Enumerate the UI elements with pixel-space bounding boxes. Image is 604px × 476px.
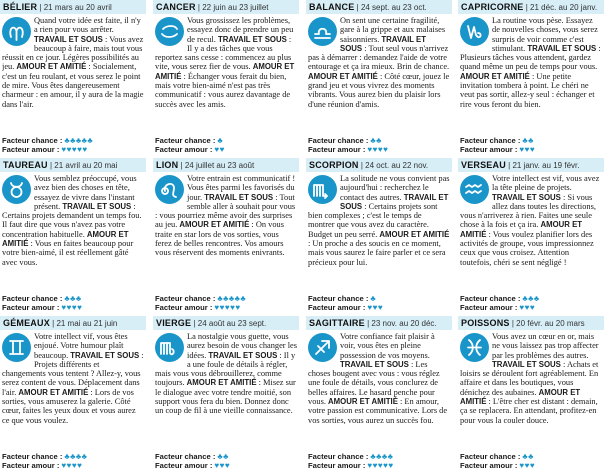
header-separator: | [195,3,203,12]
sign-name: CANCER [156,2,196,12]
sign-text [2,174,144,292]
sign-text [308,174,450,292]
sign-header [306,0,452,14]
sign-name: BÉLIER [3,2,38,12]
sign-taureau [0,158,146,312]
love-rating-label: Facteur amour : [2,145,60,154]
sign-sagittaire [306,316,452,470]
clover-icons: ♣ [217,136,224,145]
sign-name: SAGITTAIRE [309,318,365,328]
sign-header [153,0,299,14]
heart-icons: ♥♥♥♥♥ [367,461,394,470]
sign-paragraph: La nostalgie vous guette, vous aurez besoin de vous changer les idées. TRAVAIL ET SOUS : Il y a une foule de détails à régler, mais vous vous débrouillerez, comme toujours. AMOUR ET AMITIÉ : Misez sur le dialogue avec votre tendre moitié, son support vous fera du bien. Donnez donc un coup de fil à une vieille connaissance. [155,332,297,416]
sign-header [458,316,604,330]
love-rating-label: Facteur amour : [460,461,518,470]
love-rating [155,145,297,154]
chance-rating [308,136,450,145]
clover-icons: ♣♣♣♣ [64,452,88,461]
sign-paragraph: Votre confiance fait plaisir à voir, vous êtes en pleine possession de vos moyens. TRAVAIL ET SOUS : Les choses bougent avec vous : vous réglez une foule de détails, vous conclurez de belles affaires. Le hasard penche pour vous. AMOUR ET AMITIÉ : En amour, votre passion est communicative. Lors de vos sorties, vous aurez un succès fou. [308,332,448,425]
sign-name: CAPRICORNE [461,2,524,12]
clover-icons: ♣ [370,294,377,303]
sign-dates: 21 déc. au 20 janv. [530,3,598,12]
sign-header [153,158,299,172]
heart-icons: ♥♥♥♥ [61,461,83,470]
sign-header [458,158,604,172]
chance-rating [2,136,144,145]
sign-name: VERSEAU [461,160,506,170]
sign-dates: 24 oct. au 22 nov. [365,161,429,170]
chance-rating-label: Facteur chance : [308,452,369,461]
sign-name: BALANCE [309,2,355,12]
sign-dates: 21 mars au 20 avril [43,3,112,12]
sign-paragraph: Vous avez un cœur en or, mais ne vous laissez pas trop affecter par les problèmes des autres. TRAVAIL ET SOUS : Achats et loisirs se déroulent fort agréablement. En affaire et dans les boutiques, vous dénichez des aubaines. AMOUR ET AMITIÉ : L'être cher est distant : demain, ça se replacera. En attendant, profitez-en pour vous la couler douce. [460,332,599,425]
sign-cancer [153,0,299,154]
love-rating-label: Facteur amour : [2,461,60,470]
chance-rating-label: Facteur chance : [155,294,216,303]
love-rating [2,303,144,312]
sign-text [308,332,450,450]
sign-dates: 23 nov. au 20 déc. [371,319,437,328]
sign-paragraph: La routine vous pèse. Essayez de nouvelles choses, vous serez surpris de voir comme c'est stimulant. TRAVAIL ET SOUS : Plusieurs tâches vous attendent, gardez quand même un peu de temps pour vous. AMOUR ET AMITIÉ : Une petite invitation tombera à point. Le chéri ne veut pas sortir, allez-y seul : échanger et rire vous feront du bien. [460,16,601,109]
sign-name: GÉMEAUX [3,318,50,328]
chance-rating-label: Facteur chance : [308,136,369,145]
sign-name: VIERGE [156,318,192,328]
sign-text [2,332,144,450]
sign-balance [306,0,452,154]
chance-rating [308,294,450,303]
sign-text [155,16,297,134]
chance-rating-label: Facteur chance : [460,136,521,145]
chance-rating-label: Facteur chance : [2,136,63,145]
sign-paragraph: Votre intellect est vif, vous avez la tête pleine de projets. TRAVAIL ET SOUS : Si vous allez dans toutes les directions, vous n'arriverez à rien. Faites une seule chose à la fois et ça ira. AMOUR ET AMITIÉ : Vous voulez planifier lors des activités de groupe, vous impressionnez ceux que vous croisez. Attention toutefois, chéri se sent négligé ! [460,174,600,267]
clover-icons: ♣♣♣♣♣ [64,136,94,145]
sign-paragraph: La solitude ne vous convient pas aujourd'hui : recherchez le contact des autres. TRAVAIL ET SOUS : Certains projets sont bien complexes ; c'est le temps de montrer que vous avez du caractère. Budget un peu serré. AMOUR ET AMITIÉ : Un proche a des soucis en ce moment, mais vous saurez le faire parler et ce sera précieux pour lui. [308,174,450,267]
sign-text [460,332,602,450]
clover-icons: ♣♣♣ [522,294,540,303]
chance-rating [155,136,297,145]
chance-rating-label: Facteur chance : [2,294,63,303]
sign-header [153,316,299,330]
love-rating [460,303,602,312]
love-rating-label: Facteur amour : [460,145,518,154]
heart-icons: ♥♥♥ [367,303,384,312]
sign-text [155,174,297,292]
sign-dates: 21 mai au 21 juin [56,319,118,328]
love-rating [155,461,297,470]
sign-header [306,316,452,330]
clover-icons: ♣♣♣♣♣ [217,294,247,303]
sign-dates: 24 sept. au 23 oct. [360,3,427,12]
love-rating-label: Facteur amour : [308,461,366,470]
header-separator: | [178,161,185,170]
heart-icons: ♥♥♥ [519,303,536,312]
sign-verseau [458,158,604,312]
love-rating [2,145,144,154]
sign-name: LION [156,160,179,170]
sign-name: TAUREAU [3,160,48,170]
sign-text [155,332,297,450]
heart-icons: ♥♥♥ [214,461,231,470]
header-separator: | [358,161,366,170]
chance-rating [2,452,144,461]
sign-header [0,316,146,330]
heart-icons: ♥♥ [214,145,225,154]
chance-rating [2,294,144,303]
sign-dates: 21 avril au 20 mai [54,161,118,170]
header-separator: | [505,161,513,170]
sign-dates: 20 févr. au 20 mars [516,319,585,328]
chance-rating-label: Facteur chance : [460,294,521,303]
sign-header [0,0,146,14]
clover-icons: ♣♣♣ [64,294,82,303]
love-rating [155,303,297,312]
love-rating [460,145,602,154]
sign-paragraph: Votre intellect vif, vous êtes enjoué. Votre humour plaît beaucoup. TRAVAIL ET SOUS : Projets différents et changements vous tentent ? Allez-y, vous serez content de vous. Déplacement dans l'air. AMOUR ET AMITIÉ : Lors de vos sorties, vous amuserez la galerie. Côté cœur, faites les yeux doux et vous aurez ce que vous voulez. [2,332,144,425]
chance-rating [460,294,602,303]
chance-rating [155,452,297,461]
heart-icons: ♥♥♥ [519,461,536,470]
love-rating-label: Facteur amour : [460,303,518,312]
header-separator: | [364,319,372,328]
sign-dates: 22 juin au 23 juillet [202,3,269,12]
heart-icons: ♥♥♥♥♥ [214,303,241,312]
clover-icons: ♣♣ [522,136,534,145]
sign-paragraph: Quand votre idée est faite, il n'y a rien pour vous arrêter. TRAVAIL ET SOUS : Vous avez beaucoup à faire, mais tout vous réussit en ce jour. Légères possibilités au jeu. AMOUR ET AMITIÉ : Socialement, c'est un feu roulant, et vous serez le point de mire. Vous êtes dangereusement charmeur : en amour, il y aura de la magie dans l'air. [2,16,144,109]
sign-paragraph: On sent une certaine fragilité, gare à la grippe et aux malaises saisonniers. TRAVAIL ET SOUS : Tout seul vous n'arrivez pas à démarrer : demandez l'aide de votre entourage et ça ira mieux. Brin de chance. AMOUR ET AMITIÉ : Côté cœur, jouez le grand jeu et vous vivrez des moments vibrants. Vous aurez bien du plaisir lors d'une réunion d'amis. [308,16,450,109]
sign-name: SCORPION [309,160,359,170]
chance-rating [155,294,297,303]
clover-icons: ♣♣ [217,452,229,461]
heart-icons: ♥♥♥♥ [367,145,389,154]
sign-vierge [153,316,299,470]
sign-gemeaux [0,316,146,470]
header-separator: | [523,3,531,12]
love-rating [308,145,450,154]
sign-lion [153,158,299,312]
header-separator: | [47,161,55,170]
sign-header [458,0,604,14]
sign-dates: 21 janv. au 19 févr. [512,161,580,170]
header-separator: | [354,3,361,12]
chance-rating-label: Facteur chance : [2,452,63,461]
sign-text [460,174,602,292]
sign-paragraph: Vous grossissez les problèmes, essayez donc de prendre un peu de recul. TRAVAIL ET SOUS : Il y a des tâches que vous reportez sans cesse : commencez au plus vite, vous serez fier de vous. AMOUR ET AMITIÉ : Échanger vous ferait du bien, mais votre bien-aimé n'est pas très communicatif : vous aurez davantage de succès avec les amis. [155,16,295,109]
love-rating-label: Facteur amour : [308,145,366,154]
love-rating-label: Facteur amour : [155,303,213,312]
chance-rating [308,452,450,461]
sign-dates: 24 août au 23 sept. [197,319,267,328]
sign-paragraph: Vous semblez préoccupé, vous avez bien des choses en tête, essayez de vivre dans l'instant présent. TRAVAIL ET SOUS : Certains projets demandent un temps fou. Il faut dire que vous n'avez pas votre concentration habituelle. AMOUR ET AMITIÉ : Vous en faites beaucoup pour votre bien-aimé, il est réellement gâté avec vous. [2,174,142,267]
love-rating-label: Facteur amour : [155,461,213,470]
header-separator: | [37,3,44,12]
chance-rating-label: Facteur chance : [155,452,216,461]
chance-rating-label: Facteur chance : [155,136,216,145]
heart-icons: ♥♥♥ [519,145,536,154]
love-rating-label: Facteur amour : [155,145,213,154]
header-separator: | [509,319,517,328]
chance-rating-label: Facteur chance : [308,294,369,303]
clover-icons: ♣♣♣♣ [370,452,394,461]
sign-paragraph: Votre entrain est communicatif ! Vous êtes parmi les favorisés du jour. TRAVAIL ET SOUS : Tout semble aller à souhait pour vous : vous pourriez même avoir des surprises au jeu. AMOUR ET AMITIÉ : On vous traite en star lors de vos sorties, vous ferez de belles rencontres. Vos amours vous réservent des moments enivrants. [155,174,296,258]
heart-icons: ♥♥♥♥♥ [61,145,88,154]
sign-text [308,16,450,134]
clover-icons: ♣♣ [370,136,382,145]
sign-header [0,158,146,172]
sign-name: POISSONS [461,318,510,328]
header-separator: | [49,319,57,328]
love-rating-label: Facteur amour : [2,303,60,312]
chance-rating-label: Facteur chance : [460,452,521,461]
clover-icons: ♣♣ [522,452,534,461]
sign-text [460,16,602,134]
chance-rating [460,452,602,461]
love-rating [2,461,144,470]
sign-poissons [458,316,604,470]
love-rating-label: Facteur amour : [308,303,366,312]
header-separator: | [191,319,198,328]
sign-header [306,158,452,172]
chance-rating [460,136,602,145]
heart-icons: ♥♥♥♥ [61,303,83,312]
sign-text [2,16,144,134]
sign-dates: 24 juillet au 23 août [184,161,255,170]
love-rating [460,461,602,470]
love-rating [308,303,450,312]
sign-capricorne [458,0,604,154]
love-rating [308,461,450,470]
sign-belier [0,0,146,154]
sign-scorpion [306,158,452,312]
